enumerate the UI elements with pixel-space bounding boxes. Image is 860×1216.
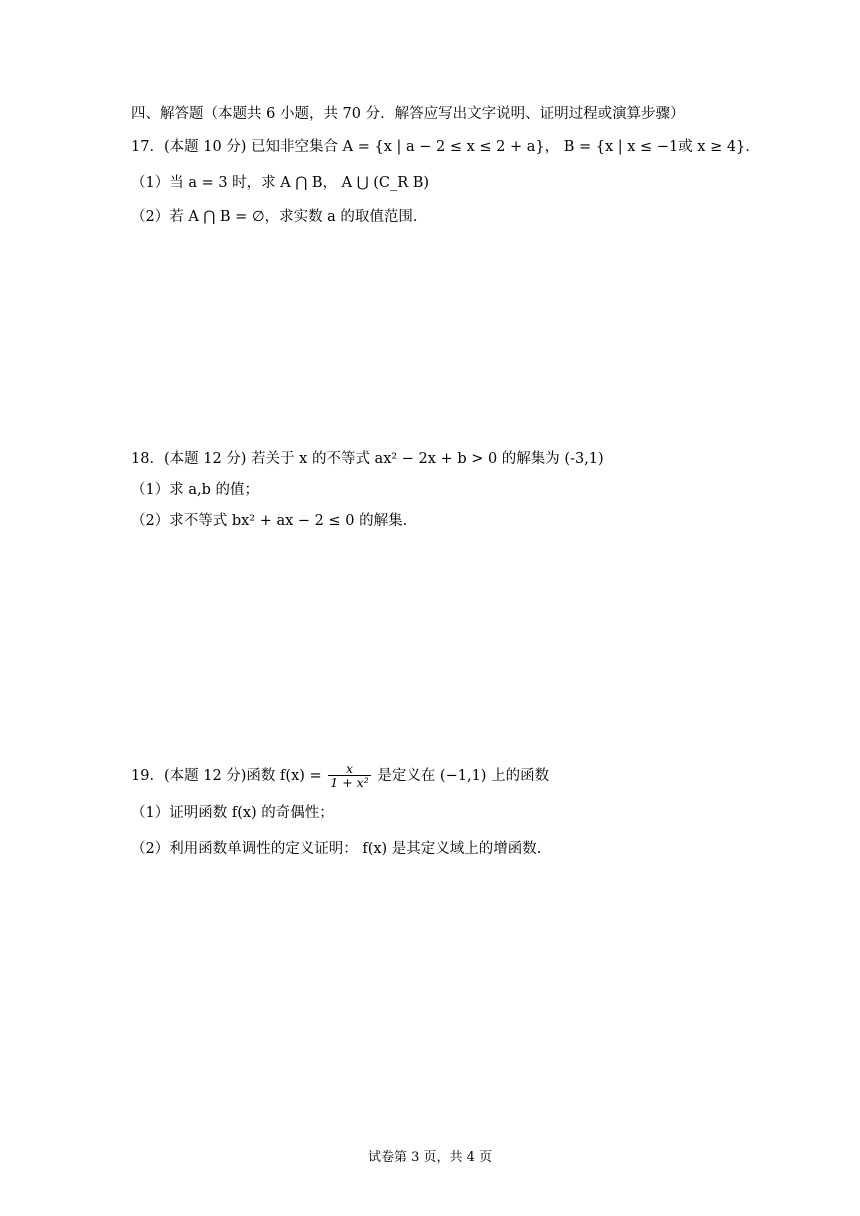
question-17-part-2: （2）若 A ⋂ B = ∅，求实数 a 的取值范围．: [131, 209, 428, 225]
fraction-numerator: x: [328, 762, 370, 776]
question-18-stem: 18．(本题 12 分) 若关于 x 的不等式 ax² − 2x + b > 0 的解集为 (-3,1): [131, 451, 604, 467]
question-19-stem-prefix: 19．(本题 12 分)函数 f(x) =: [131, 768, 322, 784]
section-heading: 四、解答题（本题共 6 小题，共 70 分．解答应写出文字说明、证明过程或演算步骤）: [131, 106, 685, 122]
question-17-stem: 17．(本题 10 分) 已知非空集合 A = {x | a − 2 ≤ x ≤ 2 + a}， B = {x | x ≤ −1或 x ≥ 4}．: [131, 139, 760, 155]
question-19-part-2: （2）利用函数单调性的定义证明： f(x) 是其定义域上的增函数.: [131, 841, 542, 857]
question-18-part-1: （1）求 a,b 的值；: [131, 482, 259, 498]
question-19-stem-suffix: 是定义在 (−1,1) 上的函数: [377, 768, 550, 784]
question-18-part-2: （2）求不等式 bx² + ax − 2 ≤ 0 的解集.: [131, 513, 408, 529]
fraction: [328, 762, 370, 790]
question-19-part-1: （1）证明函数 f(x) 的奇偶性；: [131, 805, 334, 821]
question-19-stem: [131, 762, 549, 790]
page-footer: 试卷第 3 页，共 4 页: [367, 1150, 493, 1165]
question-17-part-1: （1）当 a = 3 时，求 A ⋂ B， A ⋃ (C_R B): [131, 175, 430, 191]
fraction-denominator: 1 + x²: [330, 775, 369, 790]
